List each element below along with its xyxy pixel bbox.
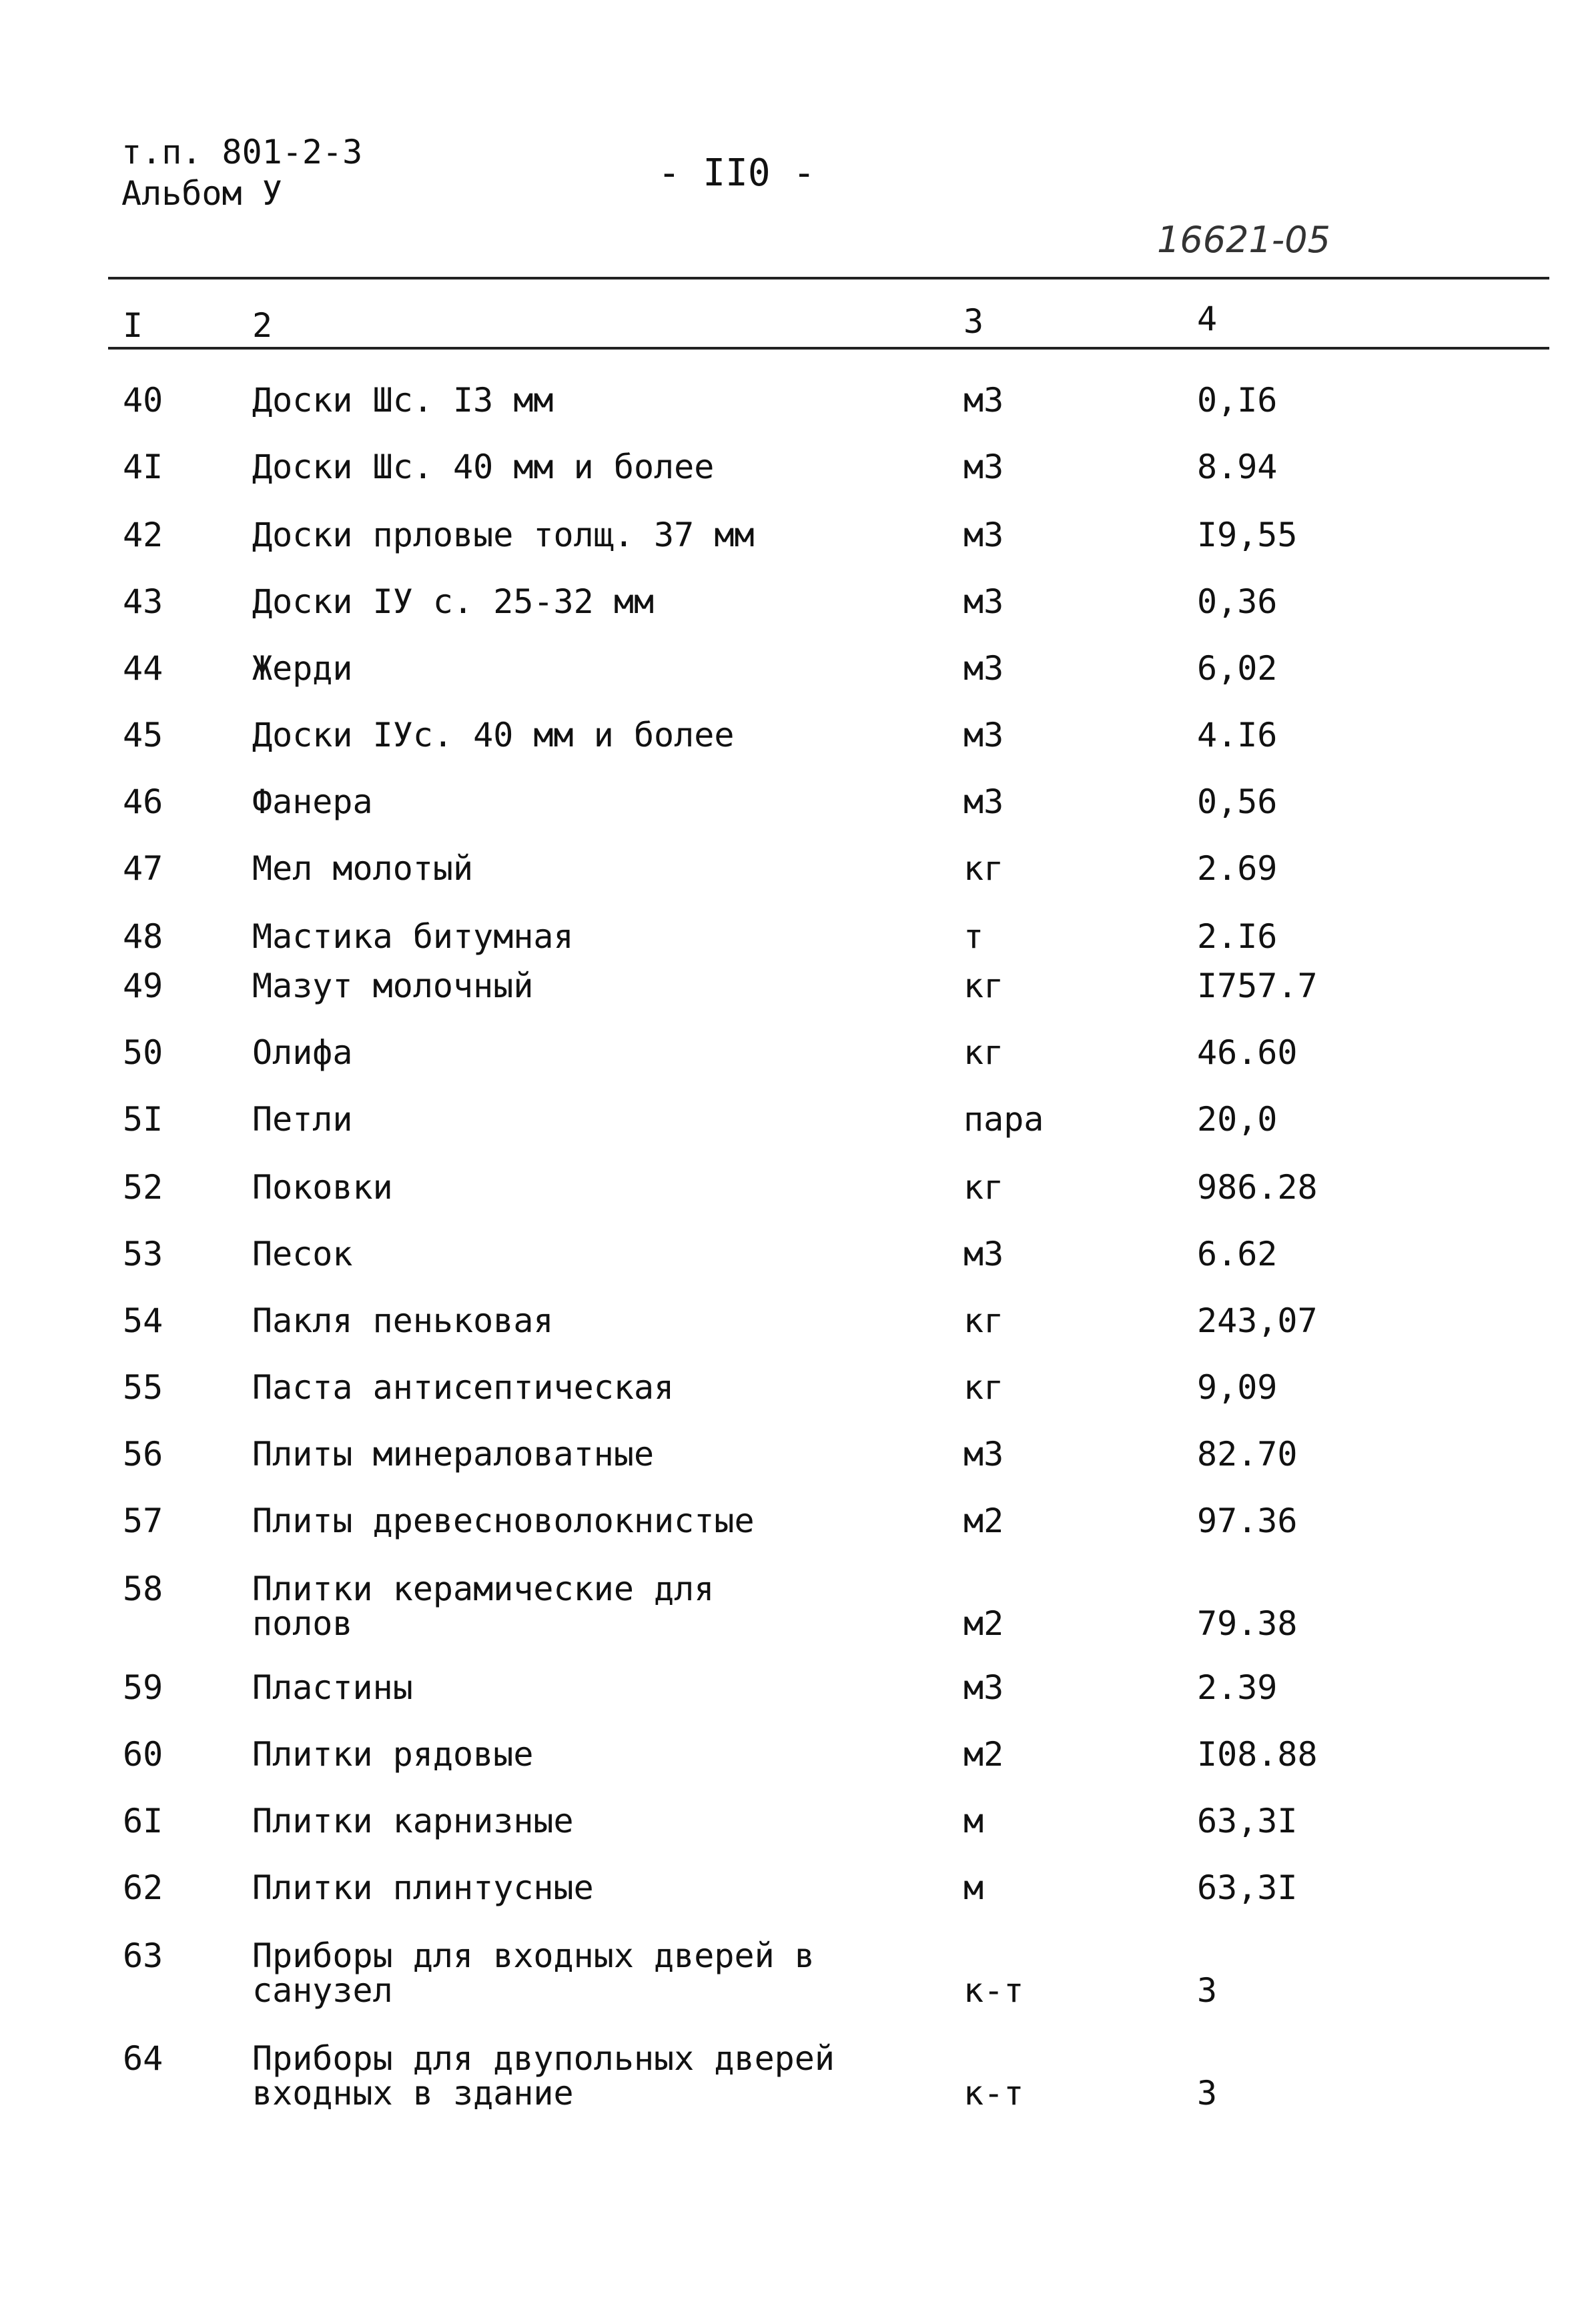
quantity: 243,07 (1197, 1301, 1318, 1340)
material-name: Мастика битумная (252, 917, 574, 956)
quantity: 20,0 (1197, 1100, 1278, 1139)
row-number: 48 (123, 917, 163, 956)
row-number: 40 (123, 381, 163, 420)
row-number: 46 (123, 782, 163, 821)
unit-of-measure: м3 (963, 582, 1004, 621)
material-name-line: входных в здание (252, 2074, 574, 2113)
row-number: 55 (123, 1368, 163, 1407)
quantity: 4.I6 (1197, 716, 1278, 754)
quantity: 3 (1197, 1971, 1218, 2010)
unit-of-measure: кг (963, 967, 1004, 1005)
quantity: 0,I6 (1197, 381, 1278, 420)
quantity: 63,3I (1197, 1802, 1298, 1840)
material-name: Доски IУ с. 25-32 мм (252, 582, 655, 621)
quantity: I757.7 (1197, 967, 1318, 1005)
quantity: I08.88 (1197, 1735, 1318, 1774)
material-name: Пакля пеньковая (252, 1301, 554, 1340)
unit-of-measure: м3 (963, 1668, 1004, 1707)
unit-of-measure: м3 (963, 381, 1004, 420)
material-name-line: полов (252, 1604, 353, 1643)
unit-of-measure: м3 (963, 1435, 1004, 1474)
row-number: 47 (123, 849, 163, 888)
row-number: 45 (123, 716, 163, 754)
quantity: 79.38 (1197, 1604, 1298, 1643)
page-number: - II0 - (658, 151, 816, 195)
material-name: Пластины (252, 1668, 413, 1707)
quantity: 0,36 (1197, 582, 1278, 621)
material-name: Паста антисептическая (252, 1368, 675, 1407)
quantity: 2.I6 (1197, 917, 1278, 956)
material-name: Плитки рядовые (252, 1735, 534, 1774)
row-number: 4I (123, 448, 163, 486)
material-name: Олифа (252, 1033, 353, 1072)
unit-of-measure: м2 (963, 1604, 1004, 1643)
quantity: I9,55 (1197, 516, 1298, 554)
quantity: 46.60 (1197, 1033, 1298, 1072)
material-name: Доски IУс. 40 мм и более (252, 716, 735, 754)
row-number: 64 (123, 2039, 163, 2078)
row-number: 43 (123, 582, 163, 621)
material-name: Плитки плинтусные (252, 1868, 594, 1907)
quantity: 9,09 (1197, 1368, 1278, 1407)
unit-of-measure: пара (963, 1100, 1044, 1139)
row-number: 52 (123, 1168, 163, 1207)
material-name: Мазут молочный (252, 967, 534, 1005)
row-number: 60 (123, 1735, 163, 1774)
row-number: 53 (123, 1235, 163, 1273)
material-name: Доски Шс. 40 мм и более (252, 448, 715, 486)
column-header-3: 3 (963, 302, 984, 341)
quantity: 2.69 (1197, 849, 1278, 888)
quantity: 63,3I (1197, 1868, 1298, 1907)
quantity: 6.62 (1197, 1235, 1278, 1273)
material-name (252, 2041, 835, 2111)
material-name (252, 1938, 815, 2008)
handwritten-inventory-number: 16621-05 (1157, 219, 1330, 261)
material-name (252, 1572, 714, 1641)
row-number: 63 (123, 1936, 163, 1975)
quantity: 6,02 (1197, 649, 1278, 688)
unit-of-measure: кг (963, 1168, 1004, 1207)
row-number: 58 (123, 1570, 163, 1608)
table-header-rule (108, 347, 1549, 350)
material-name: Поковки (252, 1168, 393, 1207)
material-name: Доски Шс. I3 мм (252, 381, 554, 420)
unit-of-measure: м (963, 1802, 984, 1840)
unit-of-measure: т (963, 917, 984, 956)
unit-of-measure: кг (963, 1033, 1004, 1072)
unit-of-measure: м3 (963, 716, 1004, 754)
album-label: Альбом У (121, 174, 282, 213)
material-name: Песок (252, 1235, 353, 1273)
material-name: Жерди (252, 649, 353, 688)
unit-of-measure: м3 (963, 782, 1004, 821)
column-header-2: 2 (252, 306, 273, 345)
quantity: 0,56 (1197, 782, 1278, 821)
unit-of-measure: м3 (963, 448, 1004, 486)
material-name-line: санузел (252, 1971, 393, 2010)
row-number: 49 (123, 967, 163, 1005)
row-number: 6I (123, 1802, 163, 1840)
unit-of-measure: м2 (963, 1502, 1004, 1540)
row-number: 57 (123, 1502, 163, 1540)
row-number: 62 (123, 1868, 163, 1907)
row-number: 44 (123, 649, 163, 688)
column-header-1: I (123, 306, 143, 345)
row-number: 5I (123, 1100, 163, 1139)
unit-of-measure: к-т (963, 1971, 1024, 2010)
material-name: Доски прловые толщ. 37 мм (252, 516, 755, 554)
quantity: 97.36 (1197, 1502, 1298, 1540)
material-name: Петли (252, 1100, 353, 1139)
quantity: 3 (1197, 2074, 1218, 2113)
row-number: 56 (123, 1435, 163, 1474)
unit-of-measure: кг (963, 849, 1004, 888)
row-number: 42 (123, 516, 163, 554)
column-header-4: 4 (1197, 300, 1218, 338)
material-name-line: Приборы для входных дверей в (252, 1936, 815, 1975)
quantity: 986.28 (1197, 1168, 1318, 1207)
material-name-line: Плитки керамические для (252, 1570, 715, 1608)
material-name: Плиты минераловатные (252, 1435, 655, 1474)
table-top-rule (108, 277, 1549, 279)
unit-of-measure: кг (963, 1368, 1004, 1407)
unit-of-measure: м (963, 1868, 984, 1907)
row-number: 59 (123, 1668, 163, 1707)
quantity: 2.39 (1197, 1668, 1278, 1707)
material-name: Плиты древесноволокнистые (252, 1502, 755, 1540)
material-name: Плитки карнизные (252, 1802, 574, 1840)
unit-of-measure: к-т (963, 2074, 1024, 2113)
quantity: 82.70 (1197, 1435, 1298, 1474)
unit-of-measure: м3 (963, 649, 1004, 688)
row-number: 54 (123, 1301, 163, 1340)
unit-of-measure: м3 (963, 1235, 1004, 1273)
document-reference: т.п. 801-2-3 (121, 133, 363, 171)
quantity: 8.94 (1197, 448, 1278, 486)
material-name: Фанера (252, 782, 373, 821)
unit-of-measure: м2 (963, 1735, 1004, 1774)
row-number: 50 (123, 1033, 163, 1072)
unit-of-measure: кг (963, 1301, 1004, 1340)
material-name: Мел молотый (252, 849, 474, 888)
unit-of-measure: м3 (963, 516, 1004, 554)
material-name-line: Приборы для двупольных дверей (252, 2039, 835, 2078)
